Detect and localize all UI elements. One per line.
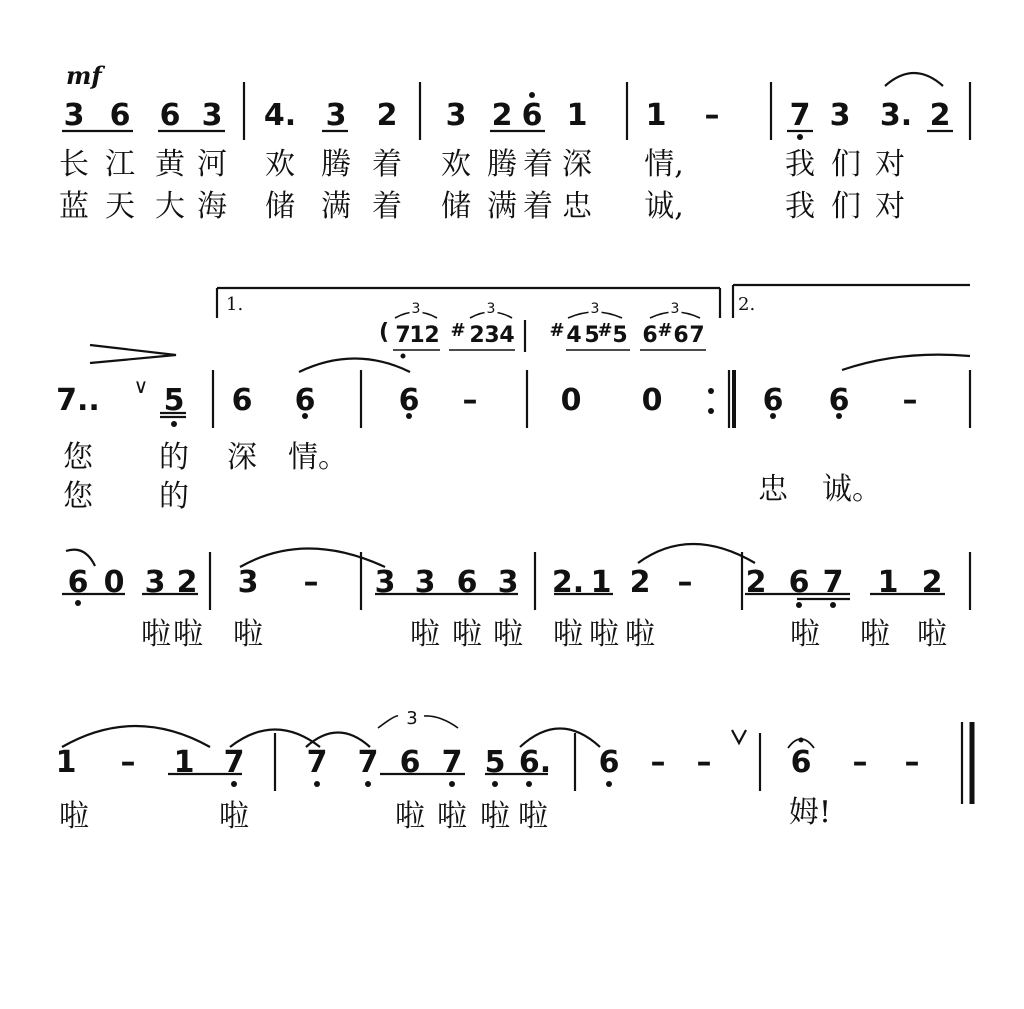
note: 2. (551, 565, 585, 600)
lyric: 啦 (452, 617, 482, 652)
note: 2 (921, 565, 943, 600)
note: 2 (629, 565, 651, 600)
note: 0 (641, 383, 663, 418)
lyric: 河 (197, 147, 227, 182)
ornament-note: 3 (484, 323, 500, 348)
ornament-note: # (450, 320, 466, 341)
note: 7 (306, 745, 328, 780)
lyric: 啦 (480, 799, 510, 834)
note: 3. (879, 98, 913, 133)
lyric: 大 (155, 189, 185, 224)
lyric: 江 (105, 147, 135, 182)
lyric: 的 (159, 479, 189, 514)
lyric: 啦 (493, 617, 523, 652)
ornament-note: 6 (642, 323, 658, 348)
triplet-number: 3 (406, 708, 418, 729)
lyric: 诚, (644, 189, 684, 224)
note: – (462, 383, 478, 418)
lyric: 情, (644, 147, 684, 182)
lyric: 着 (523, 189, 553, 224)
note: – (904, 745, 920, 780)
lyric: 着 (523, 147, 553, 182)
lyric: 储 (441, 189, 471, 224)
note: 2 (929, 98, 951, 133)
note: 6 (762, 383, 784, 418)
ornament-note: 2 (469, 323, 485, 348)
note: 3 (414, 565, 436, 600)
note: – (120, 745, 136, 780)
lyric: 腾 (487, 147, 517, 182)
note: 7 (441, 745, 463, 780)
triplet-number: 3 (411, 301, 421, 317)
note: 5 (163, 383, 185, 418)
note: 3 (445, 98, 467, 133)
lyric: 满 (321, 189, 351, 224)
lyric: 们 (831, 147, 861, 182)
lyric: 储 (265, 189, 295, 224)
ornament-note: 4 (499, 323, 515, 348)
note: 3 (201, 98, 223, 133)
note: – (696, 745, 712, 780)
note: 7 (789, 98, 811, 133)
lyric: 啦 (141, 617, 171, 652)
lyric: 啦 (59, 799, 89, 834)
lyric: 对 (875, 189, 905, 224)
lyric: 啦 (173, 617, 203, 652)
note: 1 (173, 745, 195, 780)
lyric: 深 (562, 147, 592, 182)
ornament-note: ( (378, 320, 390, 345)
lyric: 啦 (860, 617, 890, 652)
note: 2 (745, 565, 767, 600)
note: 4. (263, 98, 297, 133)
note: 6 (598, 745, 620, 780)
note: 6 (828, 383, 850, 418)
lyric: 满 (487, 189, 517, 224)
volta-first-label: 1. (226, 294, 244, 315)
lyric: 天 (105, 189, 135, 224)
note: 1 (590, 565, 612, 600)
lyric: 忠 (758, 472, 788, 507)
dynamic-mark: mf (66, 61, 102, 90)
ornament-note: # (549, 320, 565, 341)
ornament-note: 5 (584, 323, 600, 348)
lyric: 啦 (437, 799, 467, 834)
note: 0 (103, 565, 125, 600)
lyric: 欢 (441, 147, 471, 182)
lyric: 着 (372, 147, 402, 182)
note: 1 (645, 98, 667, 133)
ornament-note: 4 (566, 323, 582, 348)
note: 3 (144, 565, 166, 600)
ornament-note: # (597, 320, 613, 341)
lyric: 您 (63, 479, 93, 514)
note: 3 (497, 565, 519, 600)
note: 7.. (56, 383, 100, 418)
lyric: 腾 (321, 147, 351, 182)
note: 1 (877, 565, 899, 600)
lyric: 啦 (395, 799, 425, 834)
lyric: 我 (785, 189, 815, 224)
lyric: 啦 (219, 799, 249, 834)
lyric: 啦 (589, 617, 619, 652)
note: – (902, 383, 918, 418)
lyric: 您 (63, 440, 93, 475)
lyric: 们 (831, 189, 861, 224)
lyric: 啦 (917, 617, 947, 652)
note: – (650, 745, 666, 780)
triplet-number: 3 (590, 301, 600, 317)
lyric: 黄 (155, 147, 185, 182)
note: 2 (376, 98, 398, 133)
note: 6 (398, 383, 420, 418)
lyric: 啦 (233, 617, 263, 652)
lyric: 欢 (265, 147, 295, 182)
note: 6. (518, 745, 552, 780)
lyric: 我 (785, 147, 815, 182)
note: 6 (790, 745, 812, 780)
note: 6 (294, 383, 316, 418)
note: 5 (484, 745, 506, 780)
lyric: 忠 (562, 189, 592, 224)
ornament-note: 5 (612, 323, 628, 348)
lyric: 诚。 (822, 472, 882, 507)
note: 7 (223, 745, 245, 780)
ornament-note: 7 (395, 323, 411, 348)
lyric: 姆! (788, 795, 832, 830)
lyric: 啦 (553, 617, 583, 652)
note: 3 (325, 98, 347, 133)
ornament-note: 1 (409, 323, 425, 348)
lyric: 长 (59, 147, 89, 182)
lyric: 啦 (625, 617, 655, 652)
triplet-number: 3 (670, 301, 680, 317)
lyric: 情。 (288, 440, 348, 475)
ornament-note: # (657, 320, 673, 341)
note: 2 (491, 98, 513, 133)
lyric: 深 (227, 440, 257, 475)
note: 6 (521, 98, 543, 133)
ornament-note: 6 (673, 323, 689, 348)
note: 2 (176, 565, 198, 600)
note: 6 (231, 383, 253, 418)
volta-second-label: 2. (738, 294, 756, 315)
note: – (303, 565, 319, 600)
note: 3 (374, 565, 396, 600)
note: 6 (159, 98, 181, 133)
ornament-note: 2 (424, 323, 440, 348)
lyric: 的 (159, 440, 189, 475)
note: 6 (109, 98, 131, 133)
note: 1 (55, 745, 77, 780)
lyric: 着 (372, 189, 402, 224)
note: 3 (237, 565, 259, 600)
triplet-number: 3 (486, 301, 496, 317)
note: 1 (566, 98, 588, 133)
lyric: 蓝 (59, 189, 89, 224)
lyric: 啦 (518, 799, 548, 834)
lyric: 海 (197, 189, 227, 224)
note: 6 (399, 745, 421, 780)
note: 0 (560, 383, 582, 418)
lyric: 啦 (790, 617, 820, 652)
note: 6 (788, 565, 810, 600)
note: 6 (67, 565, 89, 600)
note: – (677, 565, 693, 600)
note: – (852, 745, 868, 780)
lyric: 啦 (410, 617, 440, 652)
lyric: 对 (875, 147, 905, 182)
note: ∨ (133, 374, 149, 398)
note: 7 (357, 745, 379, 780)
note: 7 (822, 565, 844, 600)
note: – (704, 98, 720, 133)
note: 3 (63, 98, 85, 133)
note: 6 (456, 565, 478, 600)
note: 3 (829, 98, 851, 133)
ornament-note: 7 (689, 323, 705, 348)
